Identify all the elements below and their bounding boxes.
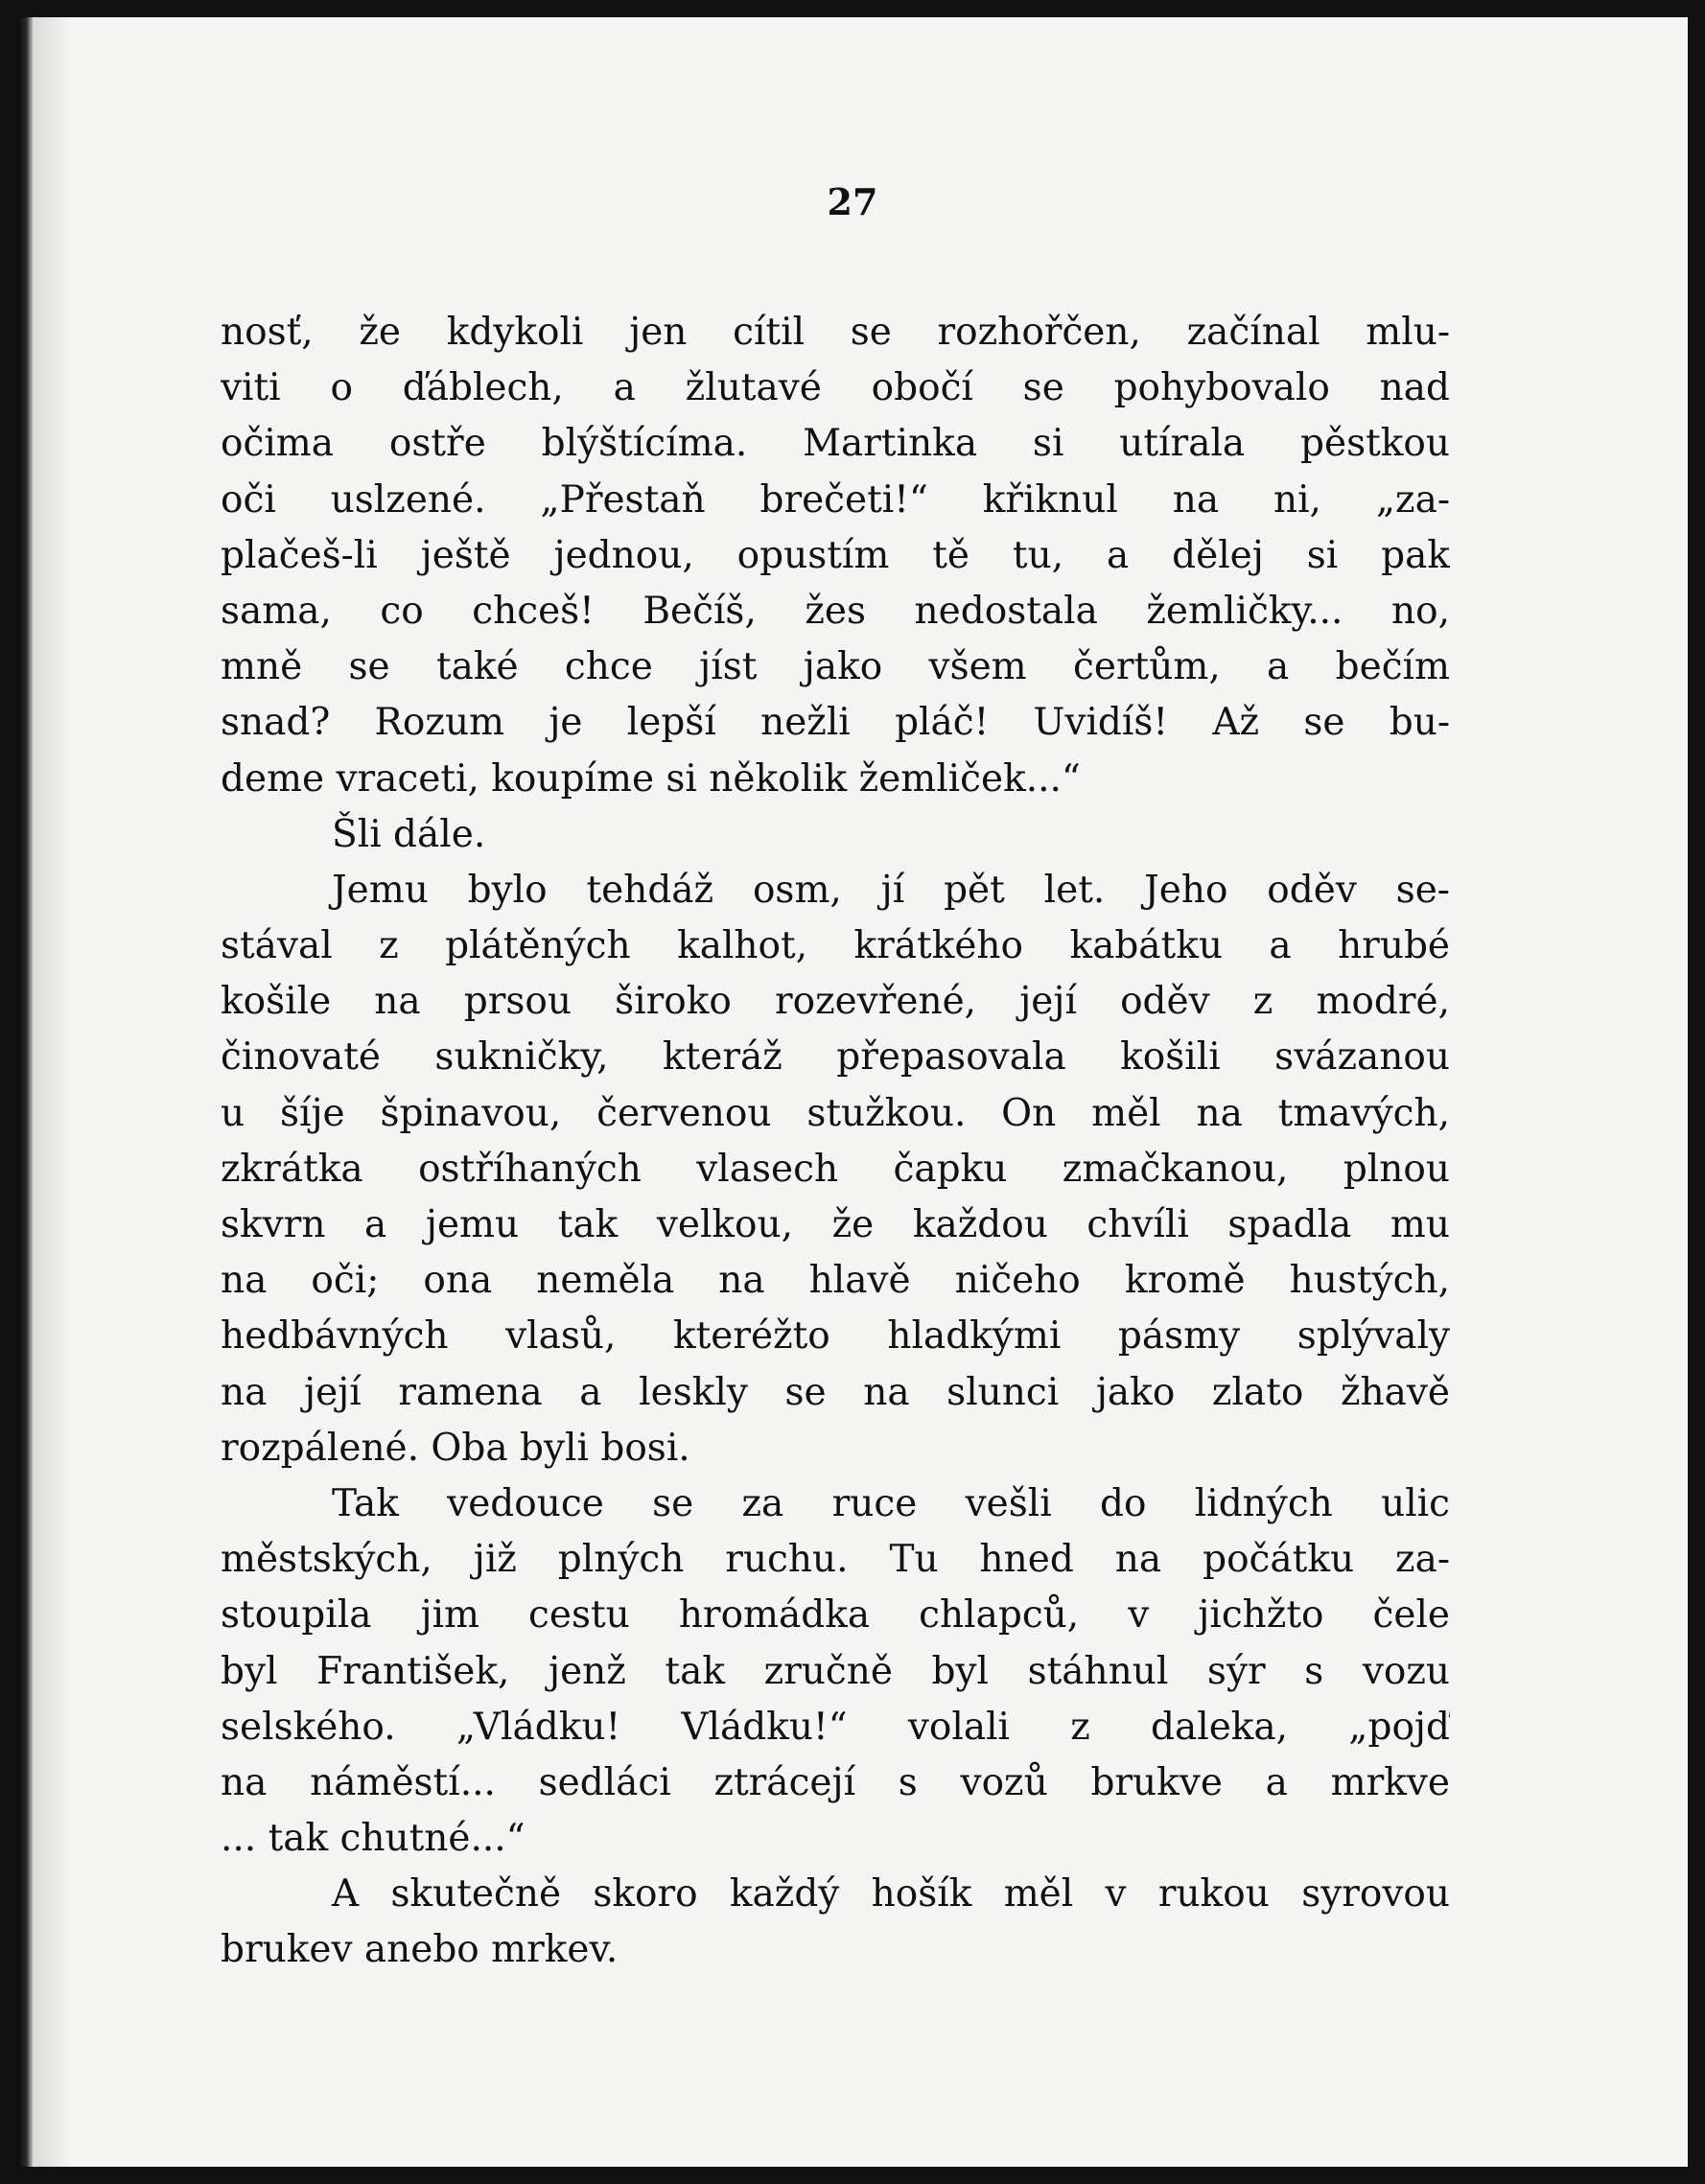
- text-line: oči uslzené. „Přestaň brečeti!“ křiknul na ni, „za-: [221, 477, 1450, 522]
- text-line: na náměstí... sedláci ztrácejí s vozů brukve a mrkve: [221, 1760, 1450, 1804]
- binding-shadow: [33, 17, 71, 2167]
- text-line: ... tak chutné...“: [221, 1817, 526, 1861]
- text-line: činovaté sukničky, kteráž přepasovala košili svázanou: [221, 1035, 1450, 1080]
- text-line: stoupila jim cestu hromádka chlapců, v jichžto čele: [221, 1593, 1450, 1638]
- body-text: [221, 305, 1450, 1979]
- text-line: rozpálené. Oba byli bosi.: [221, 1426, 690, 1470]
- text-line: košile na prsou široko rozevřené, její oděv z modré,: [221, 980, 1450, 1024]
- text-line: byl František, jenž tak zručně byl stáhnul sýr s vozu: [221, 1649, 1450, 1693]
- text-line: Šli dále.: [332, 812, 486, 856]
- text-line: nosť, že kdykoli jen cítil se rozhořčen, začínal mlu-: [221, 311, 1450, 354]
- text-line: skvrn a jemu tak velkou, že každou chvíli spadla mu: [221, 1203, 1450, 1246]
- text-line: A skutečně skoro každý hošík měl v rukou syrovou: [332, 1872, 1450, 1917]
- text-line: snad? Rozum je lepší nežli pláč! Uvidíš! Až se bu-: [221, 701, 1450, 745]
- text-line: mně se také chce jíst jako všem čertům, a bečím: [221, 645, 1450, 689]
- page-binding-edge: [17, 17, 33, 2167]
- text-line: viti o ďáblech, a žlutavé obočí se pohybovalo nad: [221, 366, 1450, 410]
- text-line: Jemu bylo tehdáž osm, jí pět let. Jeho oděv se-: [332, 868, 1450, 912]
- text-line: hedbávných vlasů, kteréžto hladkými pásmy splývaly: [221, 1314, 1450, 1359]
- text-line: plačeš-li ještě jednou, opustím tě tu, a dělej si pak: [221, 533, 1450, 577]
- text-line: deme vraceti, koupíme si několik žemliček...“: [221, 756, 1081, 801]
- text-line: na oči; ona neměla na hlavě ničeho kromě hustých,: [221, 1259, 1450, 1303]
- text-line: stával z plátěných kalhot, krátkého kabátku a hrubé: [221, 924, 1450, 968]
- text-line: u šíje špinavou, červenou stužkou. On měl na tmavých,: [221, 1091, 1450, 1135]
- text-line: sama, co chceš! Bečíš, žes nedostala žemličky... no,: [221, 589, 1450, 633]
- text-line: selského. „Vládku! Vládku!“ volali z daleka, „pojď: [221, 1705, 1450, 1749]
- text-line: na její ramena a leskly se na slunci jako zlato žhavě: [221, 1370, 1450, 1414]
- text-line: zkrátka ostříhaných vlasech čapku zmačkanou, plnou: [221, 1147, 1450, 1191]
- text-line: očima ostře blýštícíma. Martinka si utírala pěstkou: [221, 422, 1450, 466]
- text-line: brukev anebo mrkev.: [221, 1928, 619, 1972]
- page-number: 27: [827, 180, 878, 223]
- text-line: městských, již plných ruchu. Tu hned na počátku za-: [221, 1538, 1450, 1582]
- text-line: Tak vedouce se za ruce vešli do lidných ulic: [332, 1481, 1450, 1525]
- book-page: [17, 17, 1688, 2167]
